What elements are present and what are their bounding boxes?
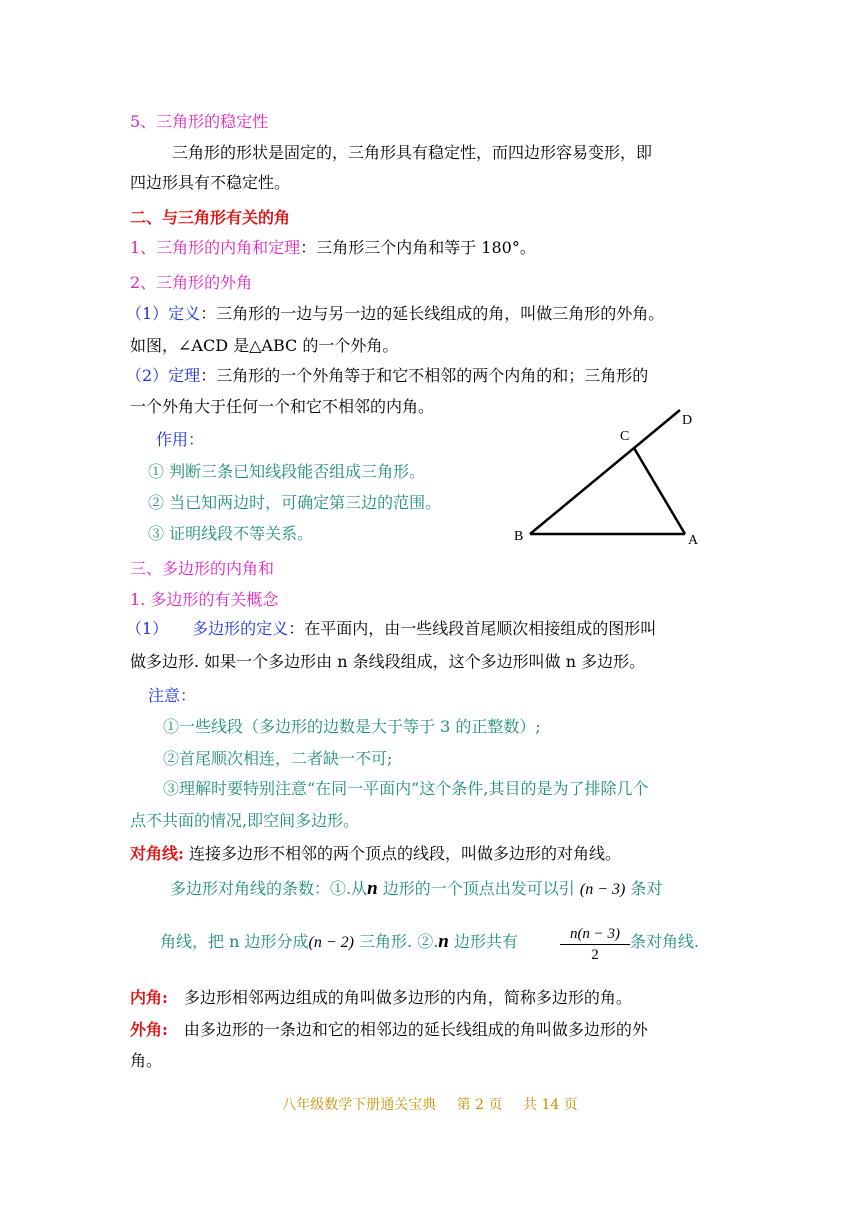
note-label: 注意：	[148, 686, 197, 705]
label-c: C	[620, 429, 630, 444]
footer-page-number: 第 2 页	[456, 1097, 503, 1113]
page-footer	[0, 1094, 860, 1114]
section-3-title: 三、多边形的内角和	[130, 559, 275, 578]
polygon-def-label: （1） 多边形的定义	[126, 619, 289, 638]
triangle-figure	[510, 405, 710, 555]
footer-total-pages: 共 14 页	[523, 1097, 578, 1113]
diag2-a: 角线，把 n 边形分成	[160, 932, 309, 951]
diagonal-label: 对角线:	[130, 844, 184, 863]
theorem-text: ：三角形的一个外角等于和它不相邻的两个内角的和；三角形的	[200, 366, 649, 385]
label-a: A	[688, 533, 699, 548]
outer-angle-definition	[130, 1018, 648, 1042]
p1-paragraph	[130, 236, 536, 260]
definition-text: ：三角形的一边与另一边的延长线组成的角，叫做三角形的外角。	[200, 304, 665, 323]
diag-count-a: 多边形对角线的条数：①.从	[170, 879, 368, 898]
p1-text: ：三角形三个内角和等于 180°。	[300, 238, 536, 257]
p2-title: 2、三角形的外角	[130, 273, 253, 292]
outer-angle-text: 由多边形的一条边和它的相邻边的延长线组成的角叫做多边形的外	[167, 1020, 648, 1039]
definition-label: （1）定义	[126, 304, 201, 323]
definition-line2: 如图，∠ACD 是△ABC 的一个外角。	[130, 336, 399, 355]
note-3-continued: 点不共面的情况,即空间多边形。	[130, 811, 360, 830]
use-item-1: ① 判断三条已知线段能否组成三角形。	[148, 462, 426, 481]
inner-angle-definition	[130, 986, 632, 1010]
theorem-line2: 一个外角大于任何一个和它不相邻的内角。	[130, 397, 435, 416]
diagonal-fraction	[560, 924, 630, 965]
p1-label: 1、三角形的内角和定理	[130, 238, 301, 257]
diagonal-count-line1	[170, 877, 662, 902]
diag2-c: 边形共有	[453, 932, 518, 951]
fraction-denominator: 2	[591, 947, 599, 963]
side-bc-extended	[530, 410, 680, 534]
s5-body-line2: 四边形具有不稳定性。	[130, 173, 291, 192]
label-b: B	[514, 529, 524, 544]
inner-angle-label: 内角:	[130, 988, 168, 1007]
diag2-b: 三角形. ②.	[359, 932, 439, 951]
note-2: ②首尾顺次相连，二者缺一不可;	[163, 749, 393, 768]
note-1: ①一些线段（多边形的边数是大于等于 3 的正整数）;	[163, 717, 541, 736]
diagonal-text: 连接多边形不相邻的两个顶点的线段，叫做多边形的对角线。	[183, 844, 622, 863]
note-3: ③理解时要特别注意“在同一平面内”这个条件,其目的是为了排除几个	[163, 779, 649, 798]
section-5-title: 5、三角形的稳定性	[130, 112, 269, 131]
diag-count-c: 条对	[630, 879, 663, 898]
definition-line1	[126, 302, 664, 326]
theorem-label: （2）定理	[126, 366, 201, 385]
fraction-numerator: n(n − 3)	[560, 924, 630, 945]
diagonal-definition	[130, 842, 621, 866]
diag-n-var: n	[367, 878, 378, 899]
s5-body-line1: 三角形的形状是固定的，三角形具有稳定性，而四边形容易变形，即	[172, 143, 653, 162]
outer-angle-line2: 角。	[130, 1051, 163, 1070]
theorem-line1	[126, 364, 648, 388]
use-label: 作用：	[156, 430, 205, 449]
side-ca	[634, 448, 685, 534]
p31-title: 1. 多边形的有关概念	[130, 590, 279, 609]
diagonal-count-line2	[160, 930, 518, 955]
section-2-title: 二、与三角形有关的角	[130, 208, 291, 227]
use-item-3: ③ 证明线段不等关系。	[148, 524, 314, 543]
diag2-d: 条对角线.	[630, 932, 700, 951]
use-item-2: ② 当已知两边时，可确定第三边的范围。	[148, 493, 442, 512]
inner-angle-text: 多边形相邻两边组成的角叫做多边形的内角，简称多边形的角。	[167, 988, 632, 1007]
diag-expr-1: (n − 3)	[579, 881, 626, 898]
polygon-def-line1	[126, 617, 656, 641]
polygon-def-text: ：在平面内，由一些线段首尾顺次相接组成的图形叫	[288, 619, 657, 638]
diag2-n-var: n	[438, 931, 449, 952]
footer-book-title: 八年级数学下册通关宝典	[282, 1097, 437, 1113]
label-d: D	[682, 413, 693, 428]
outer-angle-label: 外角:	[130, 1020, 168, 1039]
polygon-def-line2: 做多边形. 如果一个多边形由 n 条线段组成，这个多边形叫做 n 多边形。	[130, 652, 646, 671]
diag-expr-2: (n − 2)	[308, 934, 354, 951]
diag-count-b: 边形的一个顶点出发可以引	[382, 879, 575, 898]
